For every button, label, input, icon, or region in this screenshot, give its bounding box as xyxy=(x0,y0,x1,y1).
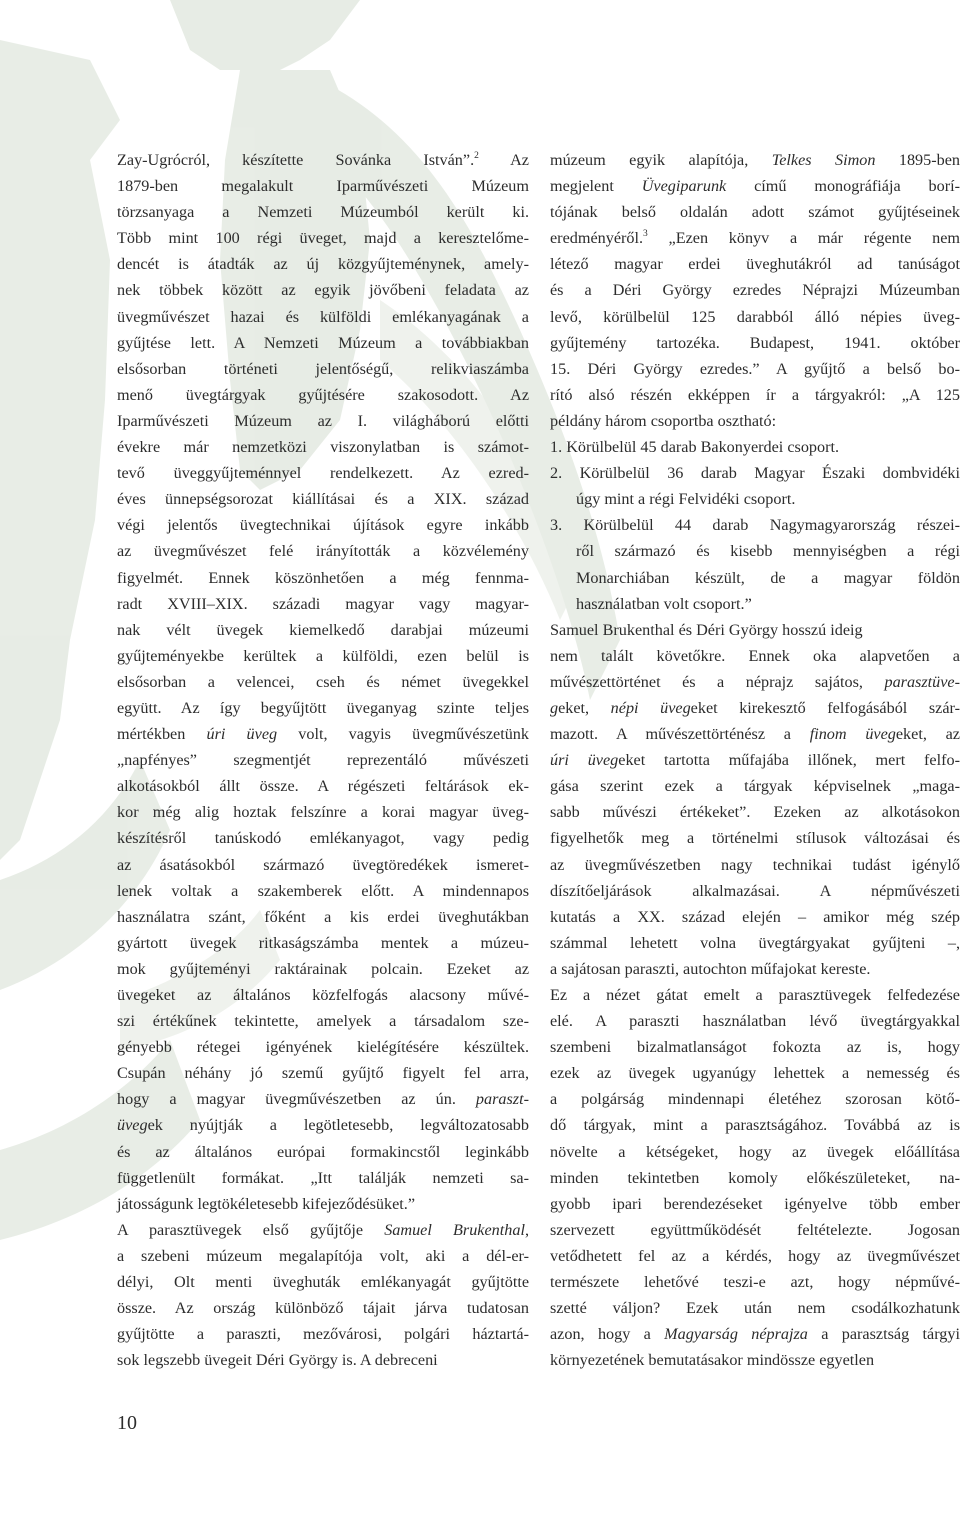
text-run: eket, xyxy=(558,698,611,717)
italic-term: Telkes Simon xyxy=(771,151,876,169)
text-line xyxy=(117,617,529,643)
text-line xyxy=(550,799,960,825)
text-line xyxy=(117,747,529,773)
text-line xyxy=(550,382,960,408)
text-line xyxy=(550,747,960,773)
text-run: elé. A paraszti használatban lévő üvegtárgyakkal xyxy=(550,1012,960,1031)
text-run: elsősorban a velencei, cseh és német üvegekkel xyxy=(117,672,529,691)
text-line xyxy=(550,617,960,643)
text-line xyxy=(550,512,960,538)
text-line xyxy=(117,147,529,173)
text-run: sok legszebb üvegeit Déri György is. A debreceni xyxy=(117,1351,438,1370)
text-line xyxy=(550,147,960,173)
text-run: játosságunk legtökéletesebb kifejeződésüket.” xyxy=(117,1194,416,1213)
text-line xyxy=(117,330,529,356)
text-line xyxy=(550,773,960,799)
text-run: üvegművészet hazai és külföldi emlékanyagának a xyxy=(117,307,529,326)
text-line xyxy=(117,773,529,799)
text-run: szetté váljon? Ezek után nem csodálkozhatunk xyxy=(550,1299,960,1318)
text-run: gyobb ipari berendezéseket igényelve több ember xyxy=(550,1194,960,1213)
text-run: 15. Déri György ezredes.” A gyűjtő a belső bo- xyxy=(550,359,960,378)
text-run: és a Déri György ezredes Néprajzi Múzeumban xyxy=(550,281,960,300)
text-run: Iparművészeti Múzeum az I. világháború előtti xyxy=(117,411,529,430)
text-line xyxy=(550,1034,960,1060)
text-line xyxy=(117,721,529,747)
text-line xyxy=(550,460,960,486)
text-run: 3. Körülbelül 44 darab Nagymagyarország részei- xyxy=(550,516,960,535)
text-run: az üvegművészetben nagy technikai tudást igénylő xyxy=(550,855,960,874)
text-run: üvegeket az általános közfelfogás alacsony művé- xyxy=(117,986,529,1004)
text-line xyxy=(117,173,529,199)
text-run: díszítőeljárások alkalmazásai. A népművészeti xyxy=(550,881,960,900)
text-run: gása szerint ezek a tárgyak képviselnek „maga- xyxy=(550,777,960,796)
text-line xyxy=(117,1112,529,1138)
text-line xyxy=(117,1165,529,1191)
text-run: Ez a nézet gátat emelt a parasztüvegek felfedezése xyxy=(550,986,960,1004)
text-line xyxy=(550,1295,960,1321)
text-line xyxy=(117,538,529,564)
italic-term: népi üveg xyxy=(610,698,691,717)
text-line xyxy=(550,669,960,695)
text-run: éves ünnepségsorozat kiállításai és a XIX. század xyxy=(117,490,529,509)
text-run: a szebeni múzeum megalapítója volt, aki a dél-er- xyxy=(117,1246,529,1265)
text-line xyxy=(117,304,529,330)
text-run: hogy a magyar üvegművészetben az ún. xyxy=(117,1090,476,1109)
text-line xyxy=(550,982,960,1008)
text-line xyxy=(550,356,960,382)
text-run: gyűjtötte a paraszti, mezővárosi, polgári háztartá- xyxy=(117,1325,529,1344)
text-line xyxy=(550,330,960,356)
text-line xyxy=(550,1086,960,1112)
text-line xyxy=(117,1269,529,1295)
text-line xyxy=(117,695,529,721)
text-run: 1. Körülbelül 45 darab Bakonyerdei csoport. xyxy=(550,438,840,457)
text-run: készítésről tanúskodó emlékanyagot, vagy pedig xyxy=(117,829,529,848)
text-run: , xyxy=(524,1220,529,1239)
text-line xyxy=(550,721,960,747)
text-line xyxy=(117,382,529,408)
text-line xyxy=(550,1243,960,1269)
text-line xyxy=(550,956,960,982)
text-run: Az xyxy=(478,151,529,169)
text-run: Monarchiában készült, de a magyar földön xyxy=(576,568,960,587)
text-run: alkotásokból állt össze. A régészeti feltárások ek- xyxy=(117,777,529,796)
text-line xyxy=(117,956,529,982)
text-run: nak vélt üvegek kiemelkedő darabjai múzeumi xyxy=(117,620,529,639)
text-line xyxy=(550,1165,960,1191)
text-run: a polgárság mindennapi életéhez szorosan kötő- xyxy=(550,1090,960,1109)
italic-term: úri üveg xyxy=(550,751,619,770)
text-run: természete lehetővé teszi-e azt, hogy népművé- xyxy=(550,1273,960,1292)
text-line xyxy=(117,1139,529,1165)
text-run: Zay-Ugrócról, készítette Sovánka István”. xyxy=(117,151,475,169)
text-run: tevő üveggyűjteménnyel rendelkezett. Az ezred- xyxy=(117,464,529,483)
text-line xyxy=(550,1112,960,1138)
text-run: dő tárgyak, mint a parasztságához. Továbbá az is xyxy=(550,1116,960,1135)
text-line xyxy=(117,1086,529,1112)
text-run: 1879-ben megalakult Iparművészeti Múzeum xyxy=(117,177,529,196)
text-line xyxy=(117,1347,529,1373)
text-line xyxy=(550,434,960,460)
left-text-column xyxy=(117,147,529,1373)
text-run: környezetének bemutatásakor mindössze egyetlen xyxy=(550,1351,875,1370)
text-line xyxy=(117,1217,529,1243)
text-run: 1895-ben xyxy=(875,151,960,169)
text-run: úgy mint a régi Felvidéki csoport. xyxy=(576,490,796,509)
text-line xyxy=(117,669,529,695)
text-line xyxy=(550,408,960,434)
text-line xyxy=(550,251,960,277)
text-run: gyűjtemény tartozéka. Budapest, 1941. október xyxy=(550,333,960,352)
text-line xyxy=(117,930,529,956)
text-run: kor még alig hoztak felszínre a korai magyar üveg- xyxy=(117,803,529,822)
text-line xyxy=(550,173,960,199)
text-run: A parasztüvegek első gyűjtője xyxy=(117,1220,385,1239)
text-line xyxy=(117,591,529,617)
text-run: létező magyar erdei üveghutákról ad tanúságot xyxy=(550,255,960,274)
text-line xyxy=(550,643,960,669)
text-line xyxy=(550,904,960,930)
text-run: dencét is átadták az új közgyűjteménynek, amely- xyxy=(117,255,529,274)
text-run: radt XVIII–XIX. századi magyar vagy magyar- xyxy=(117,594,529,613)
text-run: eket kirekesztő felfogásából szár- xyxy=(690,698,960,717)
text-line xyxy=(117,1295,529,1321)
text-run: mazott. A művészettörténész a xyxy=(550,725,810,744)
text-run: nek többek között az egyik jövőbeni feladata az xyxy=(117,281,529,300)
text-run: szembeni bizalmatlanságot fokozta az is, hogy xyxy=(550,1038,960,1057)
text-line xyxy=(117,643,529,669)
text-run: szervezett együttműködését feltételezte. Jogosan xyxy=(550,1220,960,1239)
text-run: függetlenült formákat. „Itt találják nemzeti sa- xyxy=(117,1168,529,1187)
footnote-ref: 2 xyxy=(474,151,479,161)
text-line xyxy=(117,1060,529,1086)
text-run: törzsanyaga a Nemzeti Múzeumból került ki. xyxy=(117,203,529,222)
text-line xyxy=(117,1321,529,1347)
text-line xyxy=(550,199,960,225)
text-line xyxy=(117,1243,529,1269)
text-run: példány három csoportba osztható: xyxy=(550,411,777,430)
text-line xyxy=(117,408,529,434)
text-line xyxy=(550,591,960,617)
italic-term: Magyarság néprajza xyxy=(664,1325,808,1344)
text-line xyxy=(117,904,529,930)
text-line xyxy=(117,225,529,251)
text-line xyxy=(550,1321,960,1347)
text-run: növelte a kétségeket, hogy az üvegek előállítása xyxy=(550,1142,960,1161)
text-run: ek nyújtják a legötletesebb, legváltozatosabb xyxy=(147,1116,529,1135)
text-line xyxy=(550,825,960,851)
text-run: délyi, Olt menti üveghuták emlékanyagát gyűjtötte xyxy=(117,1273,529,1292)
text-run: „Ezen könyv a már régente nem xyxy=(647,229,960,248)
text-run: használatra szánt, főként a kis erdei üveghutákban xyxy=(117,907,529,926)
text-run: rító alsó részén ekképpen ír a tárgyakról: „A 125 xyxy=(550,385,960,404)
text-line xyxy=(117,799,529,825)
text-run: „napfényes” szegmentjét reprezentáló művészeti xyxy=(117,751,529,770)
text-line xyxy=(550,1060,960,1086)
text-run: mértékben xyxy=(117,725,207,744)
text-line xyxy=(117,852,529,878)
text-run: vetődhetett fel az a kérdés, hogy az üvegművészet xyxy=(550,1246,960,1265)
text-line xyxy=(550,277,960,303)
text-run: az ásatásokból származó üvegtöredékek ismeret- xyxy=(117,855,529,874)
text-line xyxy=(550,304,960,330)
text-run: együtt. Az így begyűjtött üveganyag szinte teljes xyxy=(117,698,529,717)
text-run: megjelent xyxy=(550,177,642,196)
text-run: ezek az üvegek ugyanúgy lehettek a nemesség és xyxy=(550,1064,960,1083)
text-run: és az általános európai formakincstől leginkább xyxy=(117,1142,529,1161)
text-line xyxy=(550,1217,960,1243)
text-line xyxy=(117,565,529,591)
text-run: lenek voltak a szakemberek előtt. A mindennapos xyxy=(117,881,529,900)
text-run: művészettörténet és a néprajz sajátos, xyxy=(550,672,885,691)
text-run: évekre már nemzetközi viszonylatban is számot- xyxy=(117,438,529,457)
italic-term: üveg xyxy=(117,1116,148,1135)
text-run: menő üvegtárgyak gyűjtésére szakosodott. Az xyxy=(117,385,529,404)
text-line xyxy=(117,1008,529,1034)
text-line xyxy=(117,825,529,851)
text-run: Több mint 100 régi üveget, majd a keresztelőme- xyxy=(117,229,529,248)
text-run: figyelmét. Ennek köszönhetően a még fennma- xyxy=(117,568,529,587)
footnote-ref: 3 xyxy=(643,229,648,240)
text-run: használatban volt csoport.” xyxy=(576,594,752,613)
text-line xyxy=(550,1347,960,1373)
text-line xyxy=(117,878,529,904)
text-run: volt, vagyis üvegművészetünk xyxy=(277,725,529,744)
text-run: mok gyűjteményi raktárainak polcain. Ezeket az xyxy=(117,959,529,978)
text-line xyxy=(550,538,960,564)
text-line xyxy=(550,1008,960,1034)
text-line xyxy=(550,486,960,512)
text-line xyxy=(550,1269,960,1295)
text-line xyxy=(550,225,960,251)
text-line xyxy=(117,356,529,382)
text-run: számmal lehetett volna üvegtárgyakat gyűjteni –, xyxy=(550,933,960,952)
text-run: gényebb rétegei igényének kielégítésére készültek. xyxy=(117,1038,529,1057)
text-line xyxy=(117,199,529,225)
text-line xyxy=(117,434,529,460)
text-line xyxy=(117,251,529,277)
text-run: eket, az xyxy=(895,725,960,744)
italic-term: finom üveg xyxy=(809,725,896,744)
text-run: 2. Körülbelül 36 darab Magyar Északi dombvidéki xyxy=(550,464,960,483)
text-run: eredményéről. xyxy=(550,229,644,248)
page-number: 10 xyxy=(117,1412,137,1434)
text-line xyxy=(550,1191,960,1217)
text-run: gyűjtése lett. A Nemzeti Múzeum a továbbiakban xyxy=(117,333,529,352)
text-run: elsősorban történeti jelentőségű, relikviaszámba xyxy=(117,359,529,378)
text-line xyxy=(550,1139,960,1165)
italic-term: Samuel Brukenthal xyxy=(384,1220,525,1239)
text-line xyxy=(117,512,529,538)
text-line xyxy=(117,1034,529,1060)
text-run: gyártott üvegek ritkaságszámba mentek a múzeu- xyxy=(117,933,529,952)
text-run: a sajátosan paraszti, autochton műfajokat kereste. xyxy=(550,959,871,978)
text-run: figyelhetők meg a történelmi stílusok változásai és xyxy=(550,829,960,848)
text-line xyxy=(117,486,529,512)
text-run: gyűjteményekbe kerültek a külföldi, ezen belül is xyxy=(117,646,529,665)
italic-term: g xyxy=(550,698,559,717)
text-run: minden tekintetben komoly előkészületeket, na- xyxy=(550,1168,960,1187)
text-run: Samuel Brukenthal és Déri György hosszú ideig xyxy=(550,620,863,639)
text-line xyxy=(117,982,529,1008)
italic-term: úri üveg xyxy=(206,725,278,744)
italic-term: parasztüve- xyxy=(884,672,960,691)
text-run: eket tartotta műfajába illőnek, mert felfo- xyxy=(618,751,960,770)
text-run: tójának belső oldalán adott számot gyűjtéseinek xyxy=(550,203,960,222)
text-line xyxy=(550,695,960,721)
text-run: ről származó és kisebb mennyiségben a régi xyxy=(576,542,960,561)
text-run: a parasztság tárgyi xyxy=(807,1325,960,1344)
text-run: össze. Az ország különböző tájait járva tudatosan xyxy=(117,1299,529,1318)
text-run: végi jelentős üvegtechnikai újítások egyre inkább xyxy=(117,516,529,535)
text-run: az üvegművészet felé irányították a közvélemény xyxy=(117,542,529,561)
text-line xyxy=(117,460,529,486)
text-run: szi értékűnek tekintette, amelyek a társadalom sze- xyxy=(117,1012,529,1031)
text-run: sabb művészi értékeket”. Ezeken az alkotásokon xyxy=(550,803,960,822)
text-line xyxy=(550,852,960,878)
text-run: azon, hogy a xyxy=(550,1325,665,1344)
italic-term: paraszt- xyxy=(475,1090,529,1109)
text-line xyxy=(117,1191,529,1217)
text-run: című monográfiája borí- xyxy=(726,177,960,196)
text-line xyxy=(550,878,960,904)
italic-term: Üvegiparunk xyxy=(641,177,727,196)
text-run: nem talált követőkre. Ennek oka alapvetően a xyxy=(550,646,960,665)
text-run: Csupán néhány jó szemű gyűjtő figyelt fel arra, xyxy=(117,1064,529,1083)
text-run: levő, körülbelül 125 darabból álló népies üveg- xyxy=(550,307,960,326)
text-line xyxy=(550,930,960,956)
text-run: múzeum egyik alapítója, xyxy=(550,151,772,169)
text-run: kutatás a XX. század elején – amikor még szép xyxy=(550,907,960,926)
right-text-column xyxy=(550,147,960,1373)
text-line xyxy=(550,565,960,591)
text-line xyxy=(117,277,529,303)
